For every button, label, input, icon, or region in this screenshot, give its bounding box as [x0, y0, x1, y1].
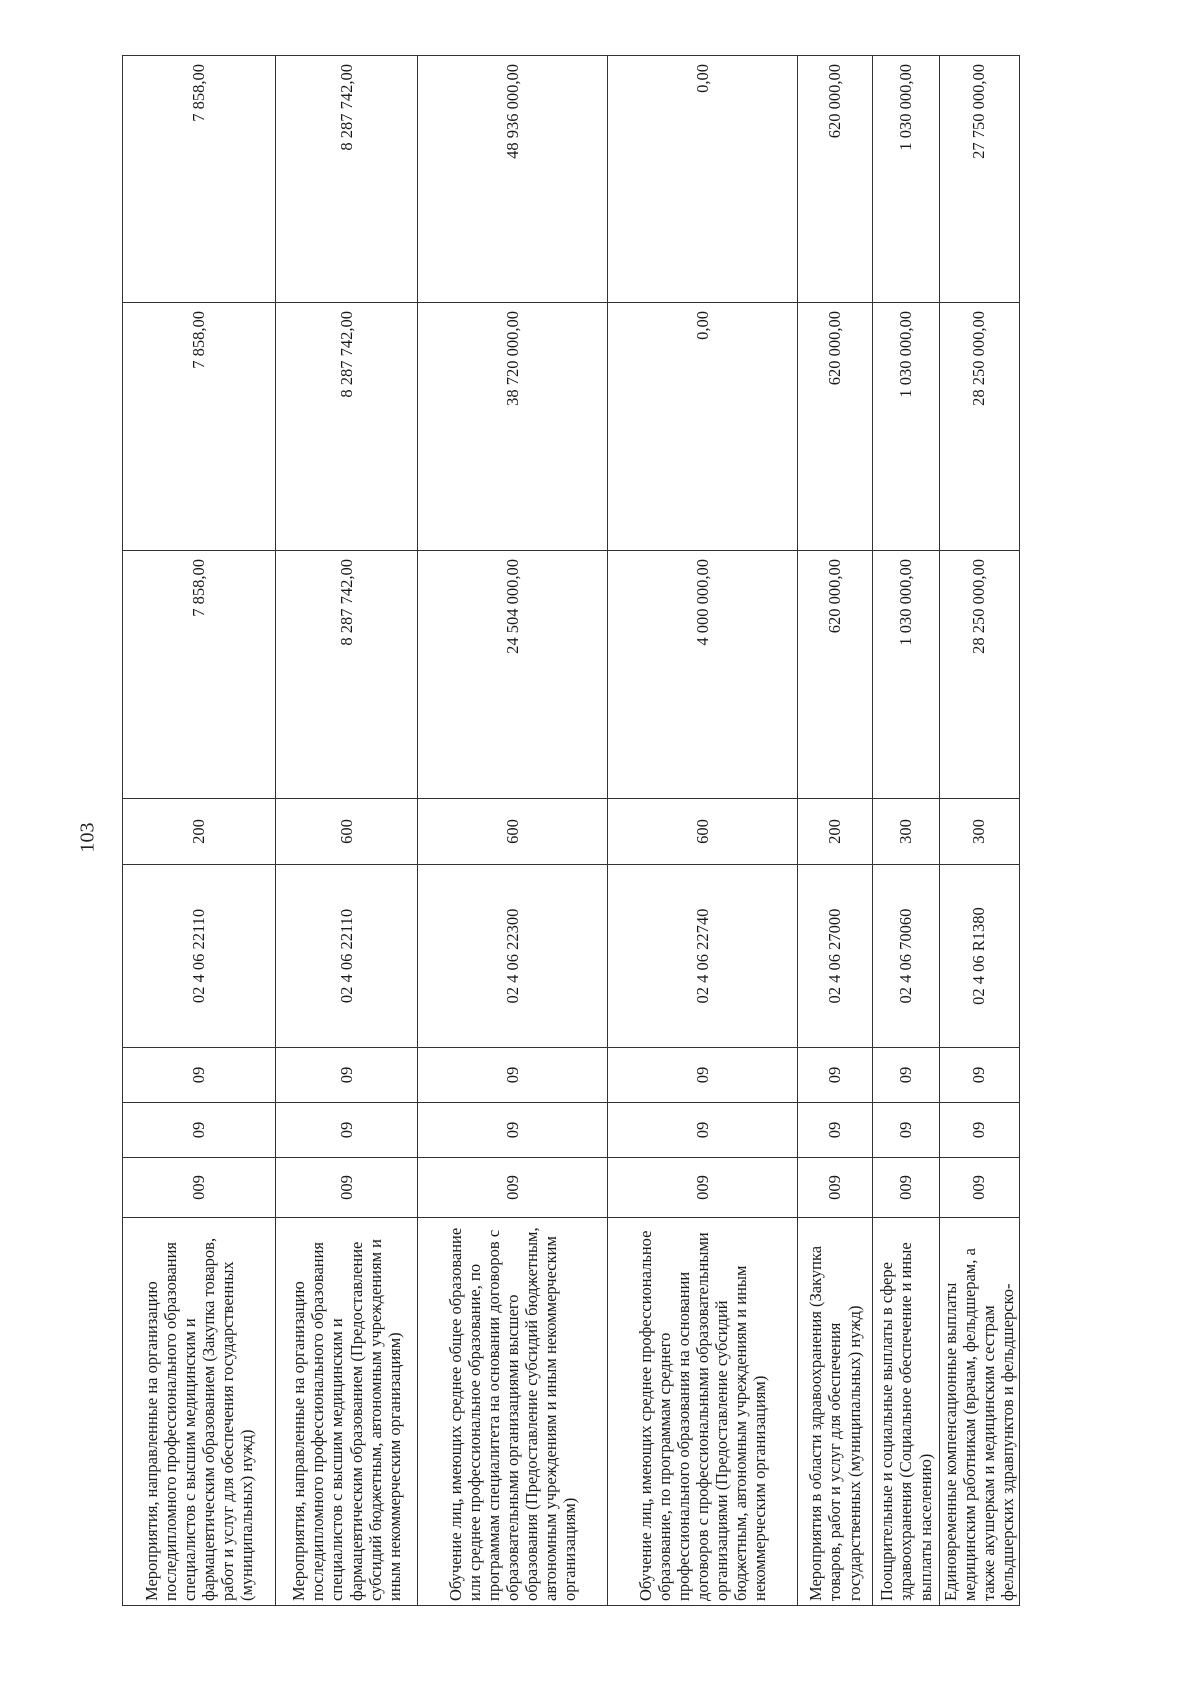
target-article: 02 4 06 70060 — [873, 865, 940, 1048]
ministry-code: 009 — [418, 1158, 608, 1218]
ministry-code: 009 — [873, 1158, 940, 1218]
amount-year-2: 7 858,00 — [123, 303, 276, 551]
target-article: 02 4 06 22740 — [608, 865, 798, 1048]
amount-year-1: 1 030 000,00 — [873, 551, 940, 799]
target-article: 02 4 06 R1380 — [940, 865, 1020, 1048]
table-row — [418, 56, 608, 1606]
ministry-code: 009 — [940, 1158, 1020, 1218]
expense-type: 200 — [798, 799, 873, 865]
subsection-code: 09 — [418, 1048, 608, 1103]
amount-year-1: 7 858,00 — [123, 551, 276, 799]
target-article: 02 4 06 27000 — [798, 865, 873, 1048]
amount-year-2: 28 250 000,00 — [940, 303, 1020, 551]
amount-year-3: 7 858,00 — [123, 56, 276, 303]
target-article: 02 4 06 22300 — [418, 865, 608, 1048]
subsection-code: 09 — [940, 1048, 1020, 1103]
target-article: 02 4 06 22110 — [276, 865, 418, 1048]
expense-type: 200 — [123, 799, 276, 865]
expense-type: 600 — [276, 799, 418, 865]
amount-year-3: 48 936 000,00 — [418, 56, 608, 303]
amount-year-2: 620 000,00 — [798, 303, 873, 551]
subsection-code: 09 — [276, 1048, 418, 1103]
budget-table-rotated — [122, 56, 1018, 1606]
section-code: 09 — [123, 1103, 276, 1158]
row-description: Единовременные компенсационные выплаты медицинским работникам (врачам, фельдшерам, а также акушеркам и медицинским сестрам фельдшерских здравпунктов и фельдшерско- — [940, 1218, 1020, 1606]
budget-table — [122, 55, 1020, 1606]
row-description: Обучение лиц, имеющих среднее общее образование или среднее профессиональное образование, по программам специалитета на основании договоров с образовательными организациями высшего образования (Предоставление субсидий бюджетным, автономным учреждениям и иным некоммерческим организациям) — [418, 1218, 608, 1606]
ministry-code: 009 — [608, 1158, 798, 1218]
table-row — [123, 56, 276, 1606]
table-row — [798, 56, 873, 1606]
amount-year-3: 620 000,00 — [798, 56, 873, 303]
amount-year-2: 38 720 000,00 — [418, 303, 608, 551]
table-row — [276, 56, 418, 1606]
expense-type: 300 — [940, 799, 1020, 865]
expense-type: 300 — [873, 799, 940, 865]
amount-year-1: 24 504 000,00 — [418, 551, 608, 799]
amount-year-1: 4 000 000,00 — [608, 551, 798, 799]
section-code: 09 — [418, 1103, 608, 1158]
amount-year-2: 0,00 — [608, 303, 798, 551]
amount-year-3: 0,00 — [608, 56, 798, 303]
amount-year-1: 8 287 742,00 — [276, 551, 418, 799]
amount-year-1: 620 000,00 — [798, 551, 873, 799]
section-code: 09 — [798, 1103, 873, 1158]
subsection-code: 09 — [608, 1048, 798, 1103]
row-description: Мероприятия, направленные на организацию последипломного профессионального образования специалистов с высшим медицинским и фармацевтическим образованием (Закупка товаров, работ и услуг для обеспечения государственных (муниципальных) нужд) — [123, 1218, 276, 1606]
subsection-code: 09 — [798, 1048, 873, 1103]
table-row — [608, 56, 798, 1606]
table-row — [940, 56, 1020, 1606]
amount-year-2: 1 030 000,00 — [873, 303, 940, 551]
row-description: Поощрительные и социальные выплаты в сфере здравоохранения (Социальное обеспечение и иные выплаты населению) — [873, 1218, 940, 1606]
section-code: 09 — [276, 1103, 418, 1158]
amount-year-3: 8 287 742,00 — [276, 56, 418, 303]
amount-year-2: 8 287 742,00 — [276, 303, 418, 551]
ministry-code: 009 — [123, 1158, 276, 1218]
subsection-code: 09 — [873, 1048, 940, 1103]
target-article: 02 4 06 22110 — [123, 865, 276, 1048]
row-description: Мероприятия, направленные на организацию последипломного профессионального образования специалистов с высшим медицинским и фармацевтическим образованием (Предоставление субсидий бюджетным, автономным учреждениям и иным некоммерческим организациям) — [276, 1218, 418, 1606]
amount-year-1: 28 250 000,00 — [940, 551, 1020, 799]
ministry-code: 009 — [798, 1158, 873, 1218]
row-description: Мероприятия в области здравоохранения (Закупка товаров, работ и услуг для обеспечения государственных (муниципальных) нужд) — [798, 1218, 873, 1606]
amount-year-3: 27 750 000,00 — [940, 56, 1020, 303]
expense-type: 600 — [608, 799, 798, 865]
section-code: 09 — [940, 1103, 1020, 1158]
ministry-code: 009 — [276, 1158, 418, 1218]
row-description: Обучение лиц, имеющих среднее профессиональное образование, по программам среднего профессионального образования на основании договоров с профессиональными образовательными организациями (Предоставление субсидий бюджетным, автономным учреждениям и иным некоммерческим организациям) — [608, 1218, 798, 1606]
section-code: 09 — [608, 1103, 798, 1158]
subsection-code: 09 — [123, 1048, 276, 1103]
table-row — [873, 56, 940, 1606]
section-code: 09 — [873, 1103, 940, 1158]
amount-year-3: 1 030 000,00 — [873, 56, 940, 303]
expense-type: 600 — [418, 799, 608, 865]
page-number: 103 — [76, 822, 99, 853]
